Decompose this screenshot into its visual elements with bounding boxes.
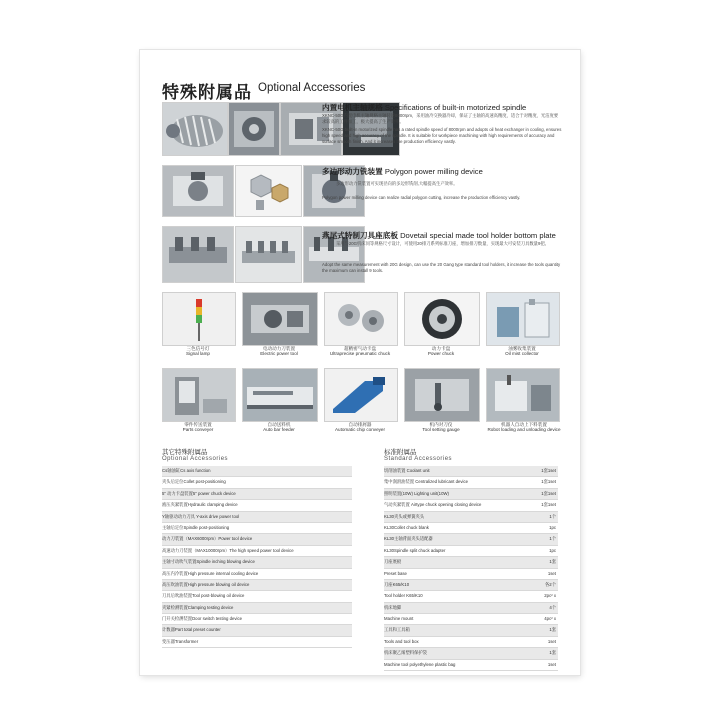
page-title-en: Optional Accessories xyxy=(258,82,366,94)
section-polygon-text-en: Polygon power milling device can realize radial polygon cutting, increase the production efficiency vastly. xyxy=(322,195,521,200)
optional-item: 主轴后定位Spindle post-positioning xyxy=(162,523,352,534)
tool-setting-gauge-photo xyxy=(404,368,480,422)
section-polygon-text-cn: 多边形动力铣装置可实现径向的多边形铣削,大幅提高生产效率。 xyxy=(336,181,458,186)
standard-item-qty: 2pc² x xyxy=(544,593,556,599)
standard-item-qty: 1pc xyxy=(549,547,556,553)
standard-item xyxy=(384,660,558,671)
standard-item-qty: 4个 xyxy=(549,604,556,610)
standard-item-qty: 1套 xyxy=(549,559,556,565)
optional-item: 主轴寸动吹气装置Spindle inching blowing device xyxy=(162,557,352,568)
caption-signal-lamp: 三色信号灯 Signal lamp xyxy=(185,346,210,357)
caption-chip-conveyer: 自动排屑器 Automatic chip conveyer xyxy=(334,422,386,433)
page-title-cn: 特殊附属品 xyxy=(162,83,252,102)
standard-item-name: KL30Spindle split chuck adapter xyxy=(384,547,446,553)
pneumatic-chuck-photo xyxy=(324,292,398,346)
standard-item-qty: 1套1set xyxy=(541,468,556,473)
standard-item-name: 机床聚乙烯塑料保护袋 xyxy=(384,650,427,656)
dovetail-photo-2 xyxy=(235,226,302,283)
standard-header-cn: 标准附属品 xyxy=(384,449,417,456)
caption-electric-power-tool: 电动动力刀装置 Electric power tool xyxy=(260,346,298,357)
optional-item: 夹头后定位Collet post-positioning xyxy=(162,477,352,488)
optional-header-en: Optional Accessories xyxy=(162,456,229,462)
parts-conveyer-photo xyxy=(162,368,236,422)
standard-item-qty: 1set xyxy=(547,661,556,667)
spindle-photo-2 xyxy=(228,102,280,156)
standard-item xyxy=(384,523,558,534)
standard-item-qty: 1个 xyxy=(549,536,556,542)
standard-item-name: 照明装置(10W) Lighting unit(10W) xyxy=(384,490,449,496)
standard-item xyxy=(384,569,558,580)
standard-item xyxy=(384,489,558,500)
optional-item: 动力刀装置（MAX6000rpm）Power tool device xyxy=(162,534,352,545)
polygon-photo-2 xyxy=(235,165,302,217)
optional-item: 液压夹紧装置Hydraulic clamping device xyxy=(162,500,352,511)
standard-item-name: Machine tool polyethylene plastic bag xyxy=(384,661,456,667)
standard-item xyxy=(384,580,558,591)
chip-conveyer-photo xyxy=(324,368,398,422)
standard-item-qty: 1套1set xyxy=(541,479,556,485)
standard-item xyxy=(384,637,558,648)
caption-oil-mist-collector: 油雾收集装置 Oil mist collector xyxy=(505,346,539,357)
optional-item: 计数器Part total preset counter xyxy=(162,625,352,636)
standard-item xyxy=(384,603,558,614)
standard-item-name: 刀座底板 xyxy=(384,559,402,565)
signal-lamp-photo xyxy=(162,292,236,346)
caption-robot-loading: 机器人自动上下料装置 Robot loading and unloading device xyxy=(487,422,561,433)
optional-header-cn: 其它特殊附属品 xyxy=(162,449,208,456)
standard-item xyxy=(384,534,558,545)
caption-auto-bar-feeder: 自动送料机 Auto bar feeder xyxy=(263,422,295,433)
standard-item xyxy=(384,512,558,523)
standard-item-qty: 1pc xyxy=(549,524,556,530)
standard-item-name: Tool holder K65/K10 xyxy=(384,593,423,599)
standard-item-name: 工具和工具箱 xyxy=(384,627,410,633)
section-dovetail-text-en: Adopt the same measurement with 20G design, can use the 20 Gang type standard tool holders, it increase the tools quantity the maximum can install 9 tools. xyxy=(322,262,561,273)
robot-loading-photo xyxy=(486,368,560,422)
standard-item-name: 气动夹紧装置 Airtype chuck opening closing device xyxy=(384,502,482,508)
optional-item: 门开关检测装置Door switch testing device xyxy=(162,614,352,625)
standard-item-qty: 1套 xyxy=(549,627,556,633)
standard-item-name: KL30夹头或弹簧夹头 xyxy=(384,513,425,519)
standard-item-name: Preset base xyxy=(384,570,407,576)
standard-item-qty: 4pc² x xyxy=(544,616,556,622)
standard-item-name: 切削油装置 Coolant unit xyxy=(384,468,430,473)
optional-item: 夹紧检测装置Clamping testing device xyxy=(162,603,352,614)
standard-item xyxy=(384,466,558,477)
dovetail-photo-1 xyxy=(162,226,234,283)
standard-item-qty: 1套 xyxy=(549,650,556,656)
standard-item xyxy=(384,648,558,659)
section-dovetail-text-cn: 采用与20G机床同等规格尺寸设计，可使用20排刀系列标准刀座，增加排刀数量，实现最大可安装刀具数量9把。 xyxy=(336,241,549,246)
optional-item: 高速动力刀装置（MAX10000rpm）The high speed power tool device xyxy=(162,546,352,557)
standard-item xyxy=(384,477,558,488)
standard-item-qty: 1set xyxy=(547,638,556,644)
optional-item: Cs轴油缸Cs axis function xyxy=(162,466,352,477)
spindle-photo-1 xyxy=(162,102,228,156)
oil-mist-collector-photo xyxy=(486,292,560,346)
polygon-photo-1 xyxy=(162,165,234,217)
section-spindle-text-cn: XKNC-50G内置电机主轴规格主轴转速8000rpm，采用油冷交换器冷却，保证了主轴的高速高精度，适合于对精度、光洁度要求较高的工件加工，极大提高了生产效率。 xyxy=(322,113,559,124)
standard-accessories-list xyxy=(384,466,558,671)
standard-header-en: Standard Accessories xyxy=(384,456,453,462)
optional-item: 高压内冷装置High pressure internal cooling device xyxy=(162,569,352,580)
standard-item-name: 机床地脚 xyxy=(384,604,402,610)
standard-item-name: 集中润滑油装置 Centralized lubricant device xyxy=(384,479,469,485)
electric-power-tool-photo xyxy=(242,292,318,346)
standard-item xyxy=(384,591,558,602)
optional-item: 变压器Transformer xyxy=(162,637,352,648)
brochure-page xyxy=(140,50,580,675)
standard-item xyxy=(384,625,558,636)
optional-accessories-list xyxy=(162,466,352,648)
standard-item-name: Tools and tool box xyxy=(384,638,419,644)
standard-item-qty: 1套1set xyxy=(541,490,556,496)
standard-item-name: KL30主轴背面夹头适配器 xyxy=(384,536,433,542)
optional-item: 5" 动力卡盘装置5" power chuck device xyxy=(162,489,352,500)
standard-item-qty: 各2个 xyxy=(545,581,556,587)
standard-item xyxy=(384,500,558,511)
optional-item: 高压吹油装置High pressure blowing oil device xyxy=(162,580,352,591)
auto-bar-feeder-photo xyxy=(242,368,318,422)
standard-item xyxy=(384,557,558,568)
standard-item xyxy=(384,614,558,625)
standard-item xyxy=(384,546,558,557)
standard-item-name: Machine mount xyxy=(384,616,414,622)
caption-power-chuck: 动力卡盘 Power chuck xyxy=(427,346,455,357)
section-dovetail-heading: 燕尾式特制刀具座底板 Dovetail special made tool holder bottom plate xyxy=(322,231,556,240)
section-polygon-heading: 多边形动力铣装置 Polygon power milling device xyxy=(322,167,483,176)
section-spindle-text-en: XKNC-50G built-in motorized spindle has a rated spindle speed of 8000rpm and adopts oil heat exchanger in cooling, ensures high speed and high accuracy of the spindle. It is suitable for workpiece machining with high requirements of accuracy and surface smooth finish. And it increases the production efficiency vastly. xyxy=(322,127,562,144)
optional-item: 刀具后吹油装置Tool post-blowing oil device xyxy=(162,591,352,602)
power-chuck-photo xyxy=(404,292,480,346)
optional-item: Y轴驱动动力刀具 Y-axis drive power tool xyxy=(162,512,352,523)
caption-tool-setting-gauge: 机内对刀仪 Tool setting gauge xyxy=(422,422,460,433)
caption-parts-conveyer: 零件传送装置 Parts conveyer xyxy=(182,422,214,433)
section-spindle-heading: 内置电机主轴规格 Specifications of built-in motorized spindle xyxy=(322,103,527,112)
standard-item-qty: 1套1set xyxy=(541,502,556,508)
standard-item-name: 刀座K65/K10 xyxy=(384,581,410,587)
standard-item-name: KL30Collet chuck blank xyxy=(384,524,429,530)
caption-pneumatic-chuck: 超精密气动卡盘 Ultraprecise pneumatic chuck xyxy=(329,346,391,357)
standard-item-qty: 1个 xyxy=(549,513,556,519)
standard-item-qty: 1set xyxy=(547,570,556,576)
